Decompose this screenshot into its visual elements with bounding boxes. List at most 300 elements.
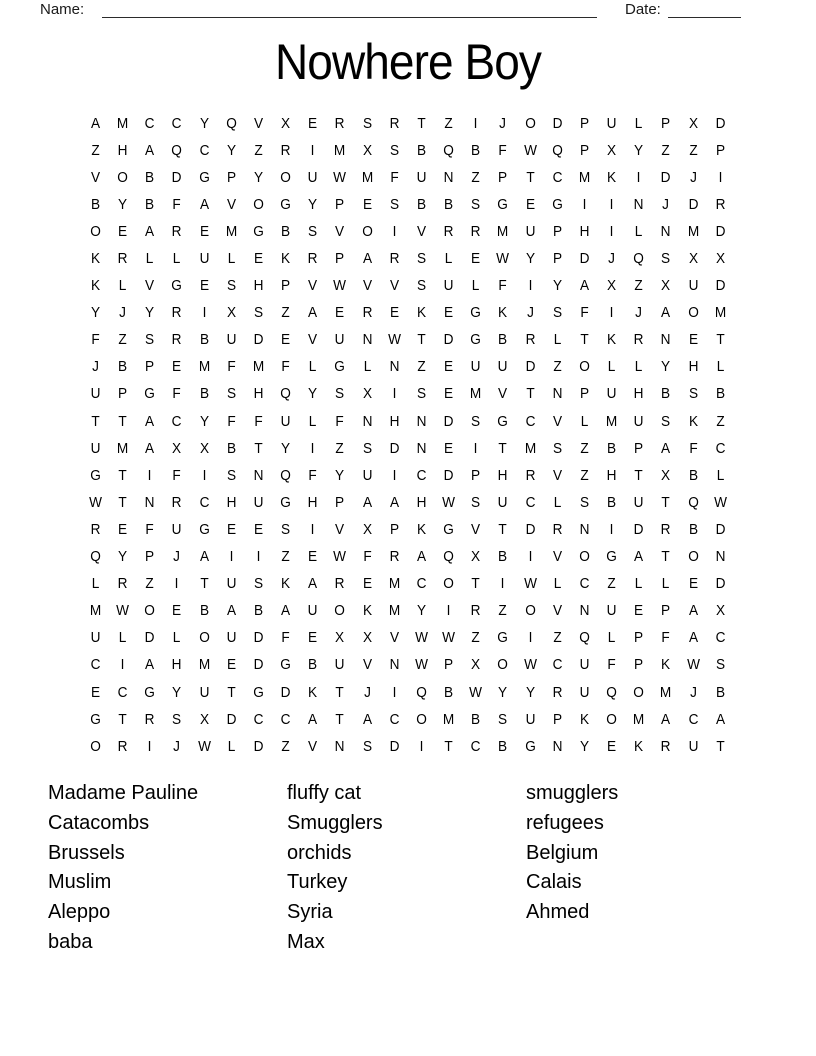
grid-cell-r10c13: Z [417, 359, 426, 376]
grid-cell-r18c2: R [117, 576, 128, 593]
grid-cell-r23c22: A [661, 711, 671, 728]
grid-cell-r13c2: M [117, 440, 129, 457]
grid-cell-r14c20: H [606, 467, 617, 484]
grid-cell-r24c10: N [335, 738, 345, 755]
grid-cell-r22c14: B [444, 684, 454, 701]
grid-cell-r16c13: K [417, 521, 427, 538]
grid-cell-r1c6: Q [226, 115, 237, 132]
grid-cell-r11c3: G [144, 386, 156, 403]
grid-cell-r17c18: V [552, 549, 562, 566]
grid-cell-r12c22: S [661, 413, 671, 430]
grid-cell-r24c4: J [173, 738, 181, 755]
grid-cell-r16c20: I [609, 521, 614, 538]
date-blank-line [668, 17, 741, 18]
grid-cell-r2c14: Q [443, 142, 455, 159]
grid-cell-r11c4: F [172, 386, 182, 403]
grid-cell-r23c16: S [498, 711, 508, 728]
grid-cell-r6c23: X [688, 251, 698, 268]
grid-cell-r13c12: D [389, 440, 400, 457]
grid-cell-r20c11: X [362, 630, 372, 647]
grid-cell-r13c11: S [362, 440, 372, 457]
grid-cell-r1c23: X [688, 115, 698, 132]
grid-cell-r19c5: B [199, 603, 209, 620]
grid-cell-r1c3: C [144, 115, 155, 132]
grid-cell-r16c3: F [145, 521, 155, 538]
grid-cell-r1c15: I [474, 115, 478, 132]
grid-cell-r23c12: C [389, 711, 400, 728]
grid-cell-r16c7: E [254, 521, 264, 538]
grid-cell-r15c9: H [307, 494, 318, 511]
grid-cell-r13c19: Z [580, 440, 589, 457]
grid-cell-r8c11: R [362, 305, 373, 322]
grid-cell-r19c23: A [688, 603, 698, 620]
grid-cell-r12c7: F [254, 413, 263, 430]
grid-cell-r4c12: S [389, 196, 399, 213]
name-blank-line [102, 17, 597, 18]
grid-cell-r18c21: L [635, 576, 643, 593]
grid-cell-r3c20: K [607, 169, 617, 186]
grid-cell-r23c13: O [416, 711, 427, 728]
grid-cell-r17c7: I [256, 549, 261, 566]
grid-cell-r8c21: J [635, 305, 643, 322]
grid-cell-r14c3: I [148, 467, 152, 484]
grid-cell-r14c21: T [634, 467, 644, 484]
grid-cell-r7c21: Z [634, 278, 644, 295]
grid-cell-r11c13: S [417, 386, 427, 403]
grid-cell-r13c4: X [172, 440, 182, 457]
grid-cell-r8c7: S [254, 305, 264, 322]
grid-cell-r13c1: U [90, 440, 101, 457]
grid-cell-r9c24: T [716, 332, 725, 349]
grid-cell-r6c14: L [444, 251, 453, 268]
grid-cell-r19c12: M [388, 603, 401, 620]
grid-cell-r11c5: B [199, 386, 209, 403]
grid-cell-r12c9: L [309, 413, 317, 430]
grid-cell-r7c9: V [308, 278, 318, 295]
grid-cell-r4c5: A [199, 196, 209, 213]
grid-cell-r21c4: H [172, 657, 182, 674]
grid-cell-r20c2: L [118, 630, 127, 647]
grid-cell-r6c21: Q [633, 251, 645, 268]
grid-cell-r11c16: V [498, 386, 508, 403]
grid-cell-r5c8: B [281, 223, 291, 240]
grid-cell-r1c8: X [281, 115, 291, 132]
grid-cell-r10c2: B [118, 359, 128, 376]
grid-cell-r22c17: Y [525, 684, 535, 701]
grid-cell-r8c12: E [389, 305, 399, 322]
grid-cell-r20c17: I [528, 630, 533, 647]
grid-cell-r4c16: G [497, 196, 509, 213]
grid-cell-r13c7: T [254, 440, 263, 457]
grid-cell-r12c8: U [280, 413, 291, 430]
grid-cell-r6c3: L [146, 251, 154, 268]
grid-cell-r21c21: P [634, 657, 644, 674]
grid-cell-r1c22: P [661, 115, 671, 132]
grid-cell-r23c7: C [253, 711, 264, 728]
grid-cell-r14c14: D [443, 467, 454, 484]
grid-cell-r12c16: G [497, 413, 509, 430]
grid-cell-r16c23: B [688, 521, 698, 538]
grid-cell-r9c14: D [443, 332, 454, 349]
grid-cell-r11c17: T [526, 386, 535, 403]
grid-cell-r1c11: S [362, 115, 372, 132]
grid-cell-r17c2: Y [118, 549, 128, 566]
grid-cell-r18c9: A [308, 576, 318, 593]
word-list-item: Catacombs [48, 811, 150, 834]
grid-cell-r11c15: M [470, 386, 482, 403]
grid-cell-r13c9: I [311, 440, 315, 457]
grid-cell-r12c19: L [580, 413, 589, 430]
grid-cell-r17c23: O [687, 549, 699, 566]
grid-cell-r17c14: Q [443, 549, 455, 566]
grid-cell-r9c15: G [470, 332, 482, 349]
grid-cell-r23c23: C [688, 711, 699, 728]
grid-cell-r18c23: E [688, 576, 698, 593]
grid-cell-r4c11: E [362, 196, 372, 213]
grid-cell-r24c1: O [90, 738, 101, 755]
grid-cell-r24c23: U [688, 738, 699, 755]
grid-cell-r3c10: W [333, 169, 347, 186]
grid-cell-r2c1: Z [91, 142, 100, 159]
grid-cell-r21c23: W [686, 657, 700, 674]
grid-cell-r24c18: N [552, 738, 563, 755]
grid-cell-r16c10: V [335, 521, 345, 538]
grid-cell-r4c3: B [145, 196, 155, 213]
grid-cell-r10c15: U [470, 359, 481, 376]
grid-cell-r2c9: I [311, 142, 315, 159]
grid-cell-r11c6: S [226, 386, 236, 403]
word-list-item: Belgium [526, 841, 599, 864]
grid-cell-r24c6: L [227, 738, 236, 755]
grid-cell-r19c2: W [116, 603, 130, 620]
grid-cell-r16c16: T [498, 521, 508, 538]
grid-cell-r2c2: H [117, 142, 128, 159]
grid-cell-r11c14: E [444, 386, 454, 403]
grid-cell-r14c19: Z [580, 467, 589, 484]
grid-cell-r4c8: G [280, 196, 292, 213]
grid-cell-r12c3: A [145, 413, 155, 430]
grid-cell-r18c16: I [501, 576, 505, 593]
grid-cell-r23c3: R [144, 711, 155, 728]
grid-cell-r22c9: K [308, 684, 318, 701]
grid-cell-r24c22: R [661, 738, 671, 755]
grid-cell-r10c6: F [227, 359, 236, 376]
grid-cell-r12c13: N [416, 413, 427, 430]
grid-cell-r18c12: M [388, 576, 401, 593]
grid-cell-r13c20: B [607, 440, 617, 457]
grid-cell-r10c12: N [389, 359, 400, 376]
grid-cell-r15c1: W [89, 494, 103, 511]
grid-cell-r20c6: U [226, 630, 237, 647]
grid-cell-r5c6: M [225, 223, 238, 240]
grid-cell-r16c4: U [172, 521, 182, 538]
grid-cell-r17c13: A [417, 549, 427, 566]
grid-cell-r6c9: R [307, 251, 318, 268]
grid-cell-r3c19: M [578, 169, 591, 186]
grid-cell-r13c16: T [498, 440, 508, 457]
grid-cell-r24c15: C [470, 738, 481, 755]
grid-cell-r19c8: A [281, 603, 291, 620]
grid-cell-r2c22: Z [661, 142, 671, 159]
grid-cell-r3c17: T [526, 169, 535, 186]
grid-cell-r12c17: C [525, 413, 536, 430]
grid-cell-r17c20: G [606, 549, 618, 566]
grid-cell-r10c4: E [172, 359, 182, 376]
grid-cell-r17c8: Z [281, 549, 290, 566]
grid-cell-r8c10: E [335, 305, 345, 322]
grid-cell-r23c9: A [308, 711, 318, 728]
grid-cell-r3c11: M [361, 169, 373, 186]
grid-cell-r10c20: L [607, 359, 616, 376]
grid-cell-r10c19: O [579, 359, 590, 376]
grid-cell-r15c13: H [416, 494, 427, 511]
grid-cell-r21c14: P [444, 657, 454, 674]
grid-cell-r2c11: X [362, 142, 372, 159]
grid-cell-r4c9: Y [308, 196, 318, 213]
grid-cell-r13c17: M [524, 440, 536, 457]
word-list-item: Aleppo [48, 901, 111, 924]
grid-cell-r13c6: B [226, 440, 236, 457]
grid-cell-r9c5: B [199, 332, 209, 349]
grid-cell-r16c2: E [118, 521, 128, 538]
grid-cell-r5c15: R [470, 223, 481, 240]
grid-cell-r9c2: Z [118, 332, 127, 349]
grid-cell-r3c7: Y [254, 169, 264, 186]
grid-cell-r17c5: A [199, 549, 209, 566]
grid-cell-r19c15: R [470, 603, 481, 620]
grid-cell-r5c9: S [308, 223, 318, 240]
grid-cell-r23c11: A [362, 711, 372, 728]
grid-cell-r23c5: X [199, 711, 209, 728]
grid-cell-r10c8: F [281, 359, 290, 376]
grid-cell-r19c10: O [334, 603, 346, 620]
grid-cell-r8c3: Y [145, 305, 155, 322]
grid-cell-r2c16: F [498, 142, 508, 159]
grid-cell-r18c13: C [416, 576, 427, 593]
grid-cell-r22c5: U [199, 684, 210, 701]
grid-cell-r13c15: I [474, 440, 478, 457]
grid-cell-r20c7: D [253, 630, 264, 647]
grid-cell-r19c20: U [606, 603, 617, 620]
grid-cell-r2c8: R [280, 142, 291, 159]
grid-cell-r15c5: C [199, 494, 210, 511]
grid-cell-r20c24: C [715, 630, 726, 647]
grid-cell-r22c13: Q [416, 684, 427, 701]
grid-cell-r5c14: R [443, 223, 454, 240]
grid-cell-r3c22: D [661, 169, 671, 186]
grid-cell-r11c8: Q [280, 386, 292, 403]
grid-cell-r18c10: R [335, 576, 345, 593]
grid-cell-r15c15: S [471, 494, 481, 511]
grid-cell-r10c10: G [334, 359, 346, 376]
grid-cell-r14c6: S [226, 467, 236, 484]
grid-cell-r8c22: A [661, 305, 671, 322]
grid-cell-r20c3: D [144, 630, 155, 647]
grid-cell-r17c24: N [715, 549, 726, 566]
grid-cell-r24c17: G [524, 738, 536, 755]
grid-cell-r16c5: G [198, 521, 210, 538]
grid-cell-r16c21: D [633, 521, 644, 538]
grid-cell-r4c21: N [633, 196, 644, 213]
grid-cell-r17c6: I [229, 549, 234, 566]
grid-cell-r11c24: B [715, 386, 725, 403]
grid-cell-r24c5: W [197, 738, 211, 755]
grid-cell-r16c18: R [552, 521, 563, 538]
word-list-item: Calais [526, 871, 582, 894]
grid-cell-r4c20: I [609, 196, 614, 213]
grid-cell-r1c12: R [389, 115, 400, 132]
grid-cell-r7c6: S [226, 278, 236, 295]
grid-cell-r21c18: C [552, 657, 563, 674]
grid-cell-r19c18: V [552, 603, 562, 620]
word-list-column [287, 779, 526, 958]
grid-cell-r1c24: D [715, 115, 726, 132]
word-list-item: Brussels [48, 841, 125, 864]
grid-cell-r5c17: U [525, 223, 536, 240]
grid-cell-r13c23: F [689, 440, 698, 457]
grid-cell-r18c7: S [254, 576, 264, 593]
grid-cell-r8c19: F [580, 305, 589, 322]
grid-cell-r2c10: M [334, 142, 346, 159]
grid-cell-r6c11: A [362, 251, 372, 268]
grid-cell-r10c11: L [363, 359, 372, 376]
grid-cell-r18c4: I [175, 576, 179, 593]
grid-cell-r13c8: Y [281, 440, 291, 457]
name-label: Name: [40, 1, 85, 18]
grid-cell-r12c11: N [362, 413, 373, 430]
grid-cell-r18c1: L [91, 576, 100, 593]
grid-cell-r4c4: F [172, 196, 182, 213]
grid-cell-r20c18: Z [553, 630, 562, 647]
grid-cell-r9c4: R [172, 332, 182, 349]
grid-cell-r18c20: Z [607, 576, 616, 593]
grid-cell-r17c21: A [634, 549, 644, 566]
grid-cell-r5c4: R [172, 223, 182, 240]
grid-cell-r21c24: S [715, 657, 725, 674]
grid-cell-r22c1: E [91, 684, 101, 701]
grid-cell-r11c10: S [335, 386, 345, 403]
grid-cell-r3c1: V [91, 169, 101, 186]
grid-cell-r13c13: N [416, 440, 427, 457]
grid-cell-r10c22: Y [661, 359, 671, 376]
grid-cell-r15c7: U [253, 494, 264, 511]
grid-cell-r16c6: E [226, 521, 236, 538]
grid-cell-r11c1: U [90, 386, 101, 403]
grid-cell-r4c15: S [471, 196, 481, 213]
grid-cell-r21c16: O [497, 657, 509, 674]
grid-cell-r14c13: C [416, 467, 427, 484]
grid-cell-r10c16: U [498, 359, 508, 376]
word-search-grid [82, 110, 734, 761]
grid-cell-r1c16: J [499, 115, 507, 132]
grid-cell-r22c11: J [363, 684, 371, 701]
grid-cell-r3c8: O [280, 169, 292, 186]
grid-cell-r9c7: D [253, 332, 264, 349]
grid-cell-r23c10: T [335, 711, 345, 728]
grid-cell-r23c21: M [633, 711, 645, 728]
grid-cell-r7c8: P [281, 278, 291, 295]
grid-cell-r7c2: L [118, 278, 127, 295]
grid-cell-r15c14: W [442, 494, 456, 511]
grid-cell-r4c17: E [525, 196, 535, 213]
grid-cell-r2c7: Z [254, 142, 263, 159]
grid-cell-r6c5: U [199, 251, 210, 268]
grid-cell-r17c4: J [173, 549, 181, 566]
grid-cell-r24c12: D [389, 738, 400, 755]
grid-cell-r10c24: L [716, 359, 725, 376]
grid-cell-r10c14: E [444, 359, 454, 376]
grid-cell-r1c19: P [580, 115, 590, 132]
grid-cell-r9c9: V [308, 332, 318, 349]
grid-cell-r21c22: K [661, 657, 671, 674]
grid-cell-r8c24: M [714, 305, 727, 322]
grid-cell-r9c18: L [553, 332, 562, 349]
grid-cell-r24c19: Y [580, 738, 590, 755]
grid-cell-r15c20: B [607, 494, 617, 511]
grid-cell-r15c18: L [553, 494, 562, 511]
grid-cell-r16c12: P [389, 521, 399, 538]
grid-cell-r18c24: D [715, 576, 726, 593]
grid-cell-r13c3: A [145, 440, 155, 457]
grid-cell-r6c17: Y [525, 251, 535, 268]
grid-cell-r5c12: I [392, 223, 397, 240]
grid-cell-r9c1: F [91, 332, 100, 349]
word-list-item: Turkey [287, 871, 348, 894]
grid-cell-r21c10: U [335, 657, 345, 674]
grid-cell-r10c1: J [92, 359, 99, 376]
grid-cell-r10c21: L [635, 359, 643, 376]
grid-cell-r6c2: R [117, 251, 128, 268]
date-label: Date: [625, 1, 661, 18]
grid-cell-r7c14: U [443, 278, 454, 295]
grid-cell-r23c2: T [118, 711, 127, 728]
grid-cell-r12c23: K [688, 413, 698, 430]
grid-cell-r14c7: N [253, 467, 264, 484]
grid-cell-r7c5: E [199, 278, 209, 295]
grid-cell-r5c10: V [335, 223, 345, 240]
grid-cell-r12c12: H [389, 413, 400, 430]
grid-cell-r16c19: N [579, 521, 590, 538]
grid-cell-r20c22: F [661, 630, 671, 647]
grid-cell-r5c22: N [661, 223, 671, 240]
grid-cell-r4c22: J [662, 196, 670, 213]
grid-cell-r11c18: N [552, 386, 563, 403]
grid-cell-r24c14: T [444, 738, 453, 755]
grid-cell-r8c18: S [552, 305, 562, 322]
word-list-item: Madame Pauline [48, 782, 199, 804]
grid-cell-r5c21: L [635, 223, 643, 240]
grid-cell-r19c17: O [524, 603, 536, 620]
grid-cell-r21c13: W [415, 657, 428, 674]
grid-cell-r19c14: I [446, 603, 451, 620]
grid-cell-r4c13: B [417, 196, 427, 213]
grid-cell-r5c18: P [552, 223, 562, 240]
grid-cell-r13c18: S [552, 440, 562, 457]
grid-cell-r20c19: Q [579, 630, 590, 647]
grid-cell-r14c15: P [471, 467, 481, 484]
grid-cell-r10c3: P [145, 359, 155, 376]
grid-cell-r8c17: J [526, 305, 534, 322]
grid-cell-r8c9: A [308, 305, 318, 322]
grid-cell-r19c21: E [634, 603, 644, 620]
grid-cell-r11c19: P [580, 386, 590, 403]
grid-cell-r20c23: A [688, 630, 698, 647]
grid-cell-r5c3: A [145, 223, 155, 240]
grid-cell-r20c16: G [497, 630, 509, 647]
grid-cell-r20c5: O [198, 630, 210, 647]
word-list-item: Muslim [48, 871, 112, 894]
grid-cell-r17c12: R [389, 549, 400, 566]
